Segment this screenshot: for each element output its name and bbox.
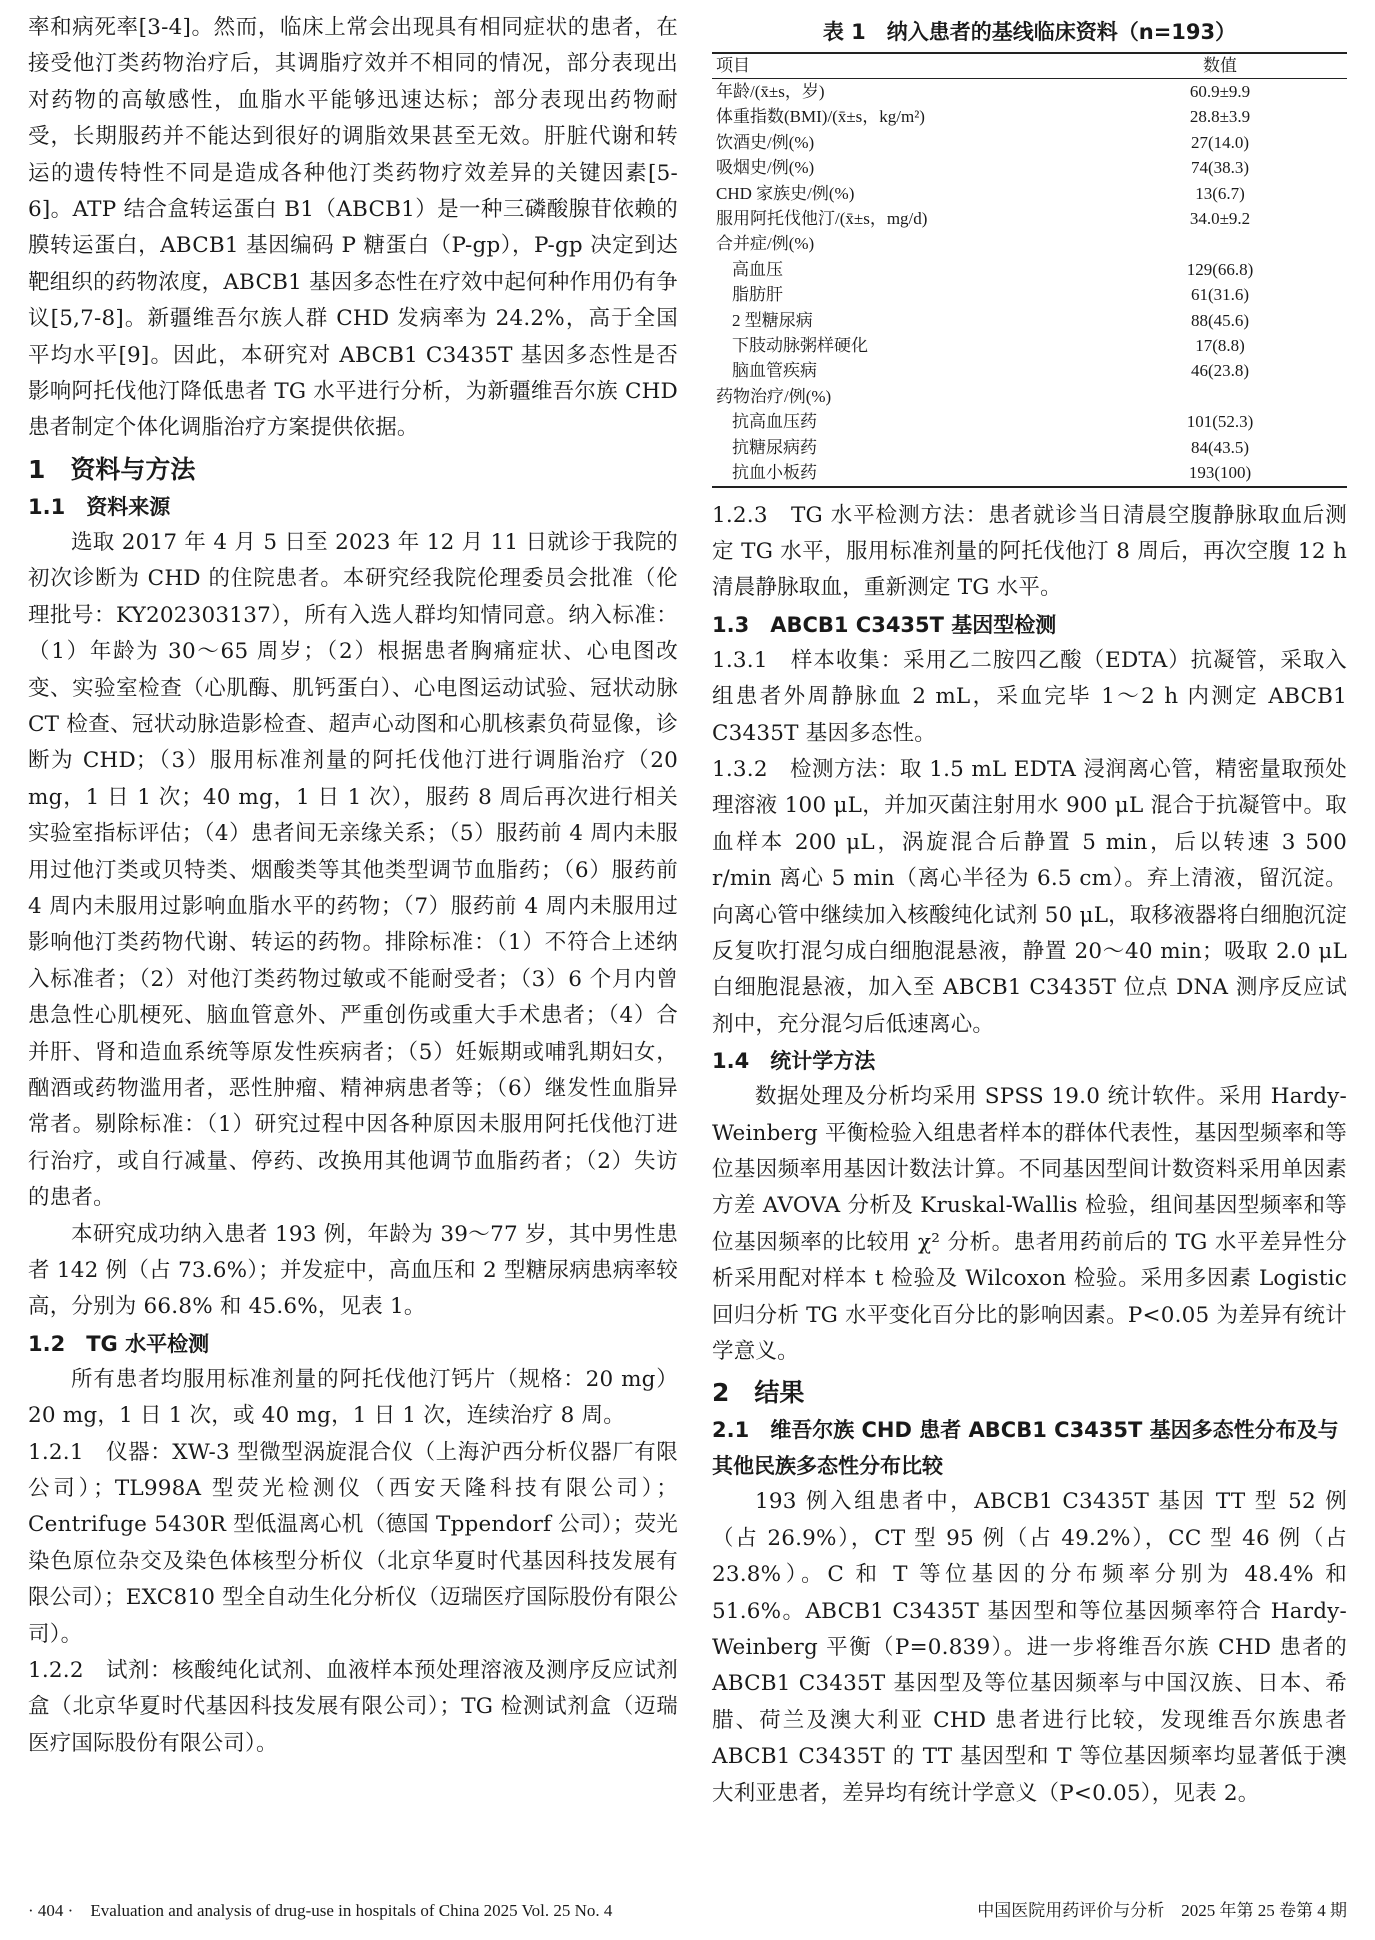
table-row <box>712 155 1347 180</box>
table-row <box>712 358 1347 383</box>
subsection-1-2-paragraph: 所有患者均服用标准剂量的阿托伐他汀钙片（规格：20 mg）20 mg，1 日 1 次，或 40 mg，1 日 1 次，连续治疗 8 周。 <box>28 1366 678 1429</box>
table-cell-label: 高血压 <box>732 259 783 279</box>
subsection-1-4-title: 1.4 统计学方法 <box>712 1049 876 1074</box>
left-column <box>28 10 678 1762</box>
table-row <box>712 257 1347 282</box>
table-row <box>712 435 1347 460</box>
subsection-2-1-title: 2.1 维吾尔族 CHD 患者 ABCB1 C3435T 基因多态性分布及与其他民族多态性分布比较 <box>712 1418 1339 1479</box>
table-cell-label: 脂肪肝 <box>732 285 783 305</box>
subsection-1-3-2-paragraph: 1.3.2 检测方法：取 1.5 mL EDTA 浸润离心管，精密量取预处理溶液 100 μL，并加灭菌注射用水 900 μL 混合于抗凝管中。取血样本 200 μL，涡旋混合后静置 5 min，后以转速 3 500 r/min 离心 5 min（离心半径为 6.5 cm）。弃上清液，留沉淀。向离心管中继续加入核酸纯化试剂 50 μL，取移液器将白细胞沉淀反复吹打混匀成白细胞混悬液，静置 20～40 min；吸取 2.0 μL 白细胞混悬液，加入至 ABCB1 C3435T 位点 DNA 测序反应试剂中，充分混匀后低速离心。 <box>712 756 1347 1037</box>
table-cell-value: 60.9±9.9 <box>1189 82 1251 101</box>
table-row <box>712 333 1347 358</box>
subsection-1-1-paragraph-2: 本研究成功纳入患者 193 例，年龄为 39～77 岁，其中男性患者 142 例（占 73.6%）；并发症中，高血压和 2 型糖尿病患病率较高，分别为 66.8% 和 45.6%，见表 1。 <box>28 1221 678 1320</box>
subsection-1-4-paragraph: 数据处理及分析均采用 SPSS 19.0 统计软件。采用 Hardy-Weinberg 平衡检验入组患者样本的群体代表性，基因型频率和等位基因频率用基因计数法计算。不同基因型间计数资料采用单因素方差 AVOVA 分析及 Kruskal-Wallis 检验，组间基因型频率和等位基因频率的比较用 χ² 分析。患者用药前后的 TG 水平差异性分析采用配对样本 t 检验及 Wilcoxon 检验。采用多因素 Logistic 回归分析 TG 水平变化百分比的影响因素。P<0.05 为差异有统计学意义。 <box>712 1084 1347 1365</box>
table-1-caption: 表 1 纳入患者的基线临床资料（n=193） <box>822 20 1237 44</box>
table-row <box>712 104 1347 129</box>
table-row <box>712 206 1347 231</box>
table-cell-label: 吸烟史/例(%) <box>716 158 815 178</box>
intro-paragraph: 率和病死率[3-4]。然而，临床上常会出现具有相同症状的患者，在接受他汀类药物治疗后，其调脂疗效并不相同的情况，部分表现出对药物的高敏感性，血脂水平能够迅速达标；部分表现出药物耐受，长期服药并不能达到很好的调脂效果甚至无效。肝脏代谢和转运的遗传特性不同是造成各种他汀类药物疗效差异的关键因素[5-6]。ATP 结合盒转运蛋白 B1（ABCB1）是一种三磷酸腺苷依赖的膜转运蛋白，ABCB1 基因编码 P 糖蛋白（P-gp），P-gp 决定到达靶组织的药物浓度，ABCB1 基因多态性在疗效中起何种作用仍有争议[5,7-8]。新疆维吾尔族人群 CHD 发病率为 24.2%，高于全国平均水平[9]。因此，本研究对 ABCB1 C3435T 基因多态性是否影响阿托伐他汀降低患者 TG 水平进行分析，为新疆维吾尔族 CHD 患者制定个体化调脂治疗方案提供依据。 <box>28 15 678 441</box>
subsection-2-1-paragraph: 193 例入组患者中，ABCB1 C3435T 基因 TT 型 52 例（占 26.9%），CT 型 95 例（占 49.2%），CC 型 46 例（占 23.8%）。C 和 T 等位基因的分布频率分别为 48.4% 和 51.6%。ABCB1 C3435T 基因型和等位基因频率符合 Hardy-Weinberg 平衡（P=0.839）。进一步将维吾尔族 CHD 患者的 ABCB1 C3435T 基因型及等位基因频率与中国汉族、日本、希腊、荷兰及澳大利亚 CHD 患者进行比较，发现维吾尔族患者 ABCB1 C3435T 的 TT 基因型和 T 等位基因频率均显著低于澳大利亚患者，差异均有统计学意义（P<0.05），见表 2。 <box>712 1489 1347 1806</box>
table-1 <box>712 52 1347 488</box>
table-row <box>712 384 1347 409</box>
table-row <box>712 409 1347 434</box>
table-cell-value: 17(8.8) <box>1195 336 1245 356</box>
table-row <box>712 130 1347 155</box>
table-header-row <box>712 53 1347 79</box>
subsection-1-2-title: 1.2 TG 水平检测 <box>28 1331 210 1356</box>
table-cell-label: 药物治疗/例(%) <box>716 386 832 406</box>
subsection-1-1-title: 1.1 资料来源 <box>28 494 171 519</box>
table-cell-value: 193(100) <box>1093 460 1347 486</box>
table-cell-value: 84(43.5) <box>1190 437 1250 457</box>
table-row <box>712 231 1347 256</box>
table-row <box>712 282 1347 307</box>
subsection-1-2-2-paragraph: 1.2.2 试剂：核酸纯化试剂、血液样本预处理溶液及测序反应试剂盒（北京华夏时代基因科技发展有限公司）；TG 检测试剂盒（迈瑞医疗国际股份有限公司）。 <box>28 1658 678 1756</box>
table-cell-label: 抗糖尿病药 <box>732 437 817 457</box>
table-cell-label: 服用阿托伐他汀/(x̄±s，mg/d) <box>716 209 928 229</box>
table-header-value: 数值 <box>1093 53 1347 79</box>
table-row <box>712 308 1347 333</box>
subsection-1-2-1-paragraph: 1.2.1 仪器：XW-3 型微型涡旋混合仪（上海沪西分析仪器厂有限公司）；TL998A 型荧光检测仪（西安天隆科技有限公司）；Centrifuge 5430R 型低温离心机（德国 Tppendorf 公司）；荧光染色原位杂交及染色体核型分析仪（北京华夏时代基因科技发展有限公司）；EXC810 型全自动生化分析仪（迈瑞医疗国际股份有限公司）。 <box>28 1439 678 1647</box>
table-cell-value: 27(14.0) <box>1190 132 1250 152</box>
table-cell-label: 合并症/例(%) <box>716 234 815 254</box>
table-cell-label: 饮酒史/例(%) <box>716 132 815 152</box>
table-cell-value: 34.0±9.2 <box>1189 209 1251 229</box>
table-cell-value: 61(31.6) <box>1190 285 1250 305</box>
section-2-title: 2 结果 <box>712 1378 805 1408</box>
table-cell-value: 101(52.3) <box>1186 412 1254 432</box>
table-cell-value: 28.8±3.9 <box>1189 107 1251 127</box>
table-cell-label: 抗血小板药 <box>712 460 1093 486</box>
right-column <box>712 10 1347 1812</box>
table-cell-value: 13(6.7) <box>1195 183 1245 203</box>
table-header-item: 项目 <box>712 53 1093 79</box>
table-cell-value: 46(23.8) <box>1190 361 1250 381</box>
footer-journal-chinese: 中国医院用药评价与分析 2025 年第 25 卷第 4 期 <box>977 1901 1347 1920</box>
table-cell-value: 88(45.6) <box>1190 310 1250 330</box>
subsection-1-1-paragraph-1: 选取 2017 年 4 月 5 日至 2023 年 12 月 11 日就诊于我院的初次诊断为 CHD 的住院患者。本研究经我院伦理委员会批准（伦理批号：KY202303137），所有入选人群均知情同意。纳入标准：（1）年龄为 30～65 周岁；（2）根据患者胸痛症状、心电图改变、实验室检查（心肌酶、肌钙蛋白）、心电图运动试验、冠状动脉 CT 检查、冠状动脉造影检查、超声心动图和心肌核素负荷显像，诊断为 CHD；（3）服用标准剂量的阿托伐他汀进行调脂治疗（20 mg，1 日 1 次；40 mg，1 日 1 次），服药 8 周后再次进行相关实验室指标评估；（4）患者间无亲缘关系；（5）服药前 4 周内未服用过他汀类或贝特类、烟酸类等其他类型调节血脂药；（6）服药前 4 周内未服用过影响血脂水平的药物；（7）服药前 4 周内未服用过影响他汀类药物代谢、转运的药物。排除标准：（1）不符合上述纳入标准者；（2）对他汀类药物过敏或不能耐受者；（3）6 个月内曾患急性心肌梗死、脑血管意外、严重创伤或重大手术患者；（4）合并肝、肾和造血系统等原发性疾病者；（5）妊娠期或哺乳期妇女，酗酒或药物滥用者，恶性肿瘤、精神病患者等；（6）继发性血脂异常者。剔除标准：（1）研究过程中因各种原因未服用阿托伐他汀进行治疗，或自行减量、停药、改换用其他调节血脂药者；（2）失访的患者。 <box>28 529 678 1211</box>
table-cell-label: 年龄/(x̄±s，岁) <box>716 82 825 101</box>
table-cell-value <box>1093 384 1347 409</box>
subsection-1-3-1-paragraph: 1.3.1 样本收集：采用乙二胺四乙酸（EDTA）抗凝管，采取入组患者外周静脉血 2 mL，采血完毕 1～2 h 内测定 ABCB1 C3435T 基因多态性。 <box>712 647 1347 746</box>
table-cell-label: 下肢动脉粥样硬化 <box>732 336 868 356</box>
table-row <box>712 79 1347 105</box>
subsection-1-2-3-paragraph: 1.2.3 TG 水平检测方法：患者就诊当日清晨空腹静脉取血后测定 TG 水平，服用标准剂量的阿托伐他汀 8 周后，再次空腹 12 h 清晨静脉取血，重新测定 TG 水平。 <box>712 502 1347 601</box>
table-cell-label: 体重指数(BMI)/(x̄±s，kg/m²) <box>716 107 925 127</box>
section-1-title: 1 资料与方法 <box>28 454 196 484</box>
table-cell-label: CHD 家族史/例(%) <box>716 183 855 203</box>
table-cell-value: 129(66.8) <box>1186 259 1254 279</box>
subsection-1-3-title: 1.3 ABCB1 C3435T 基因型检测 <box>712 612 1057 637</box>
table-row <box>712 460 1347 486</box>
table-cell-label: 脑血管疾病 <box>732 361 817 381</box>
table-row <box>712 181 1347 206</box>
footer-journal-english: · 404 · Evaluation and analysis of drug-use in hospitals of China 2025 Vol. 25 No. 4 <box>28 1901 613 1920</box>
table-cell-value: 74(38.3) <box>1190 158 1250 178</box>
table-cell-label: 2 型糖尿病 <box>732 310 813 330</box>
table-cell-label: 抗高血压药 <box>732 412 817 432</box>
table-cell-value <box>1093 231 1347 256</box>
